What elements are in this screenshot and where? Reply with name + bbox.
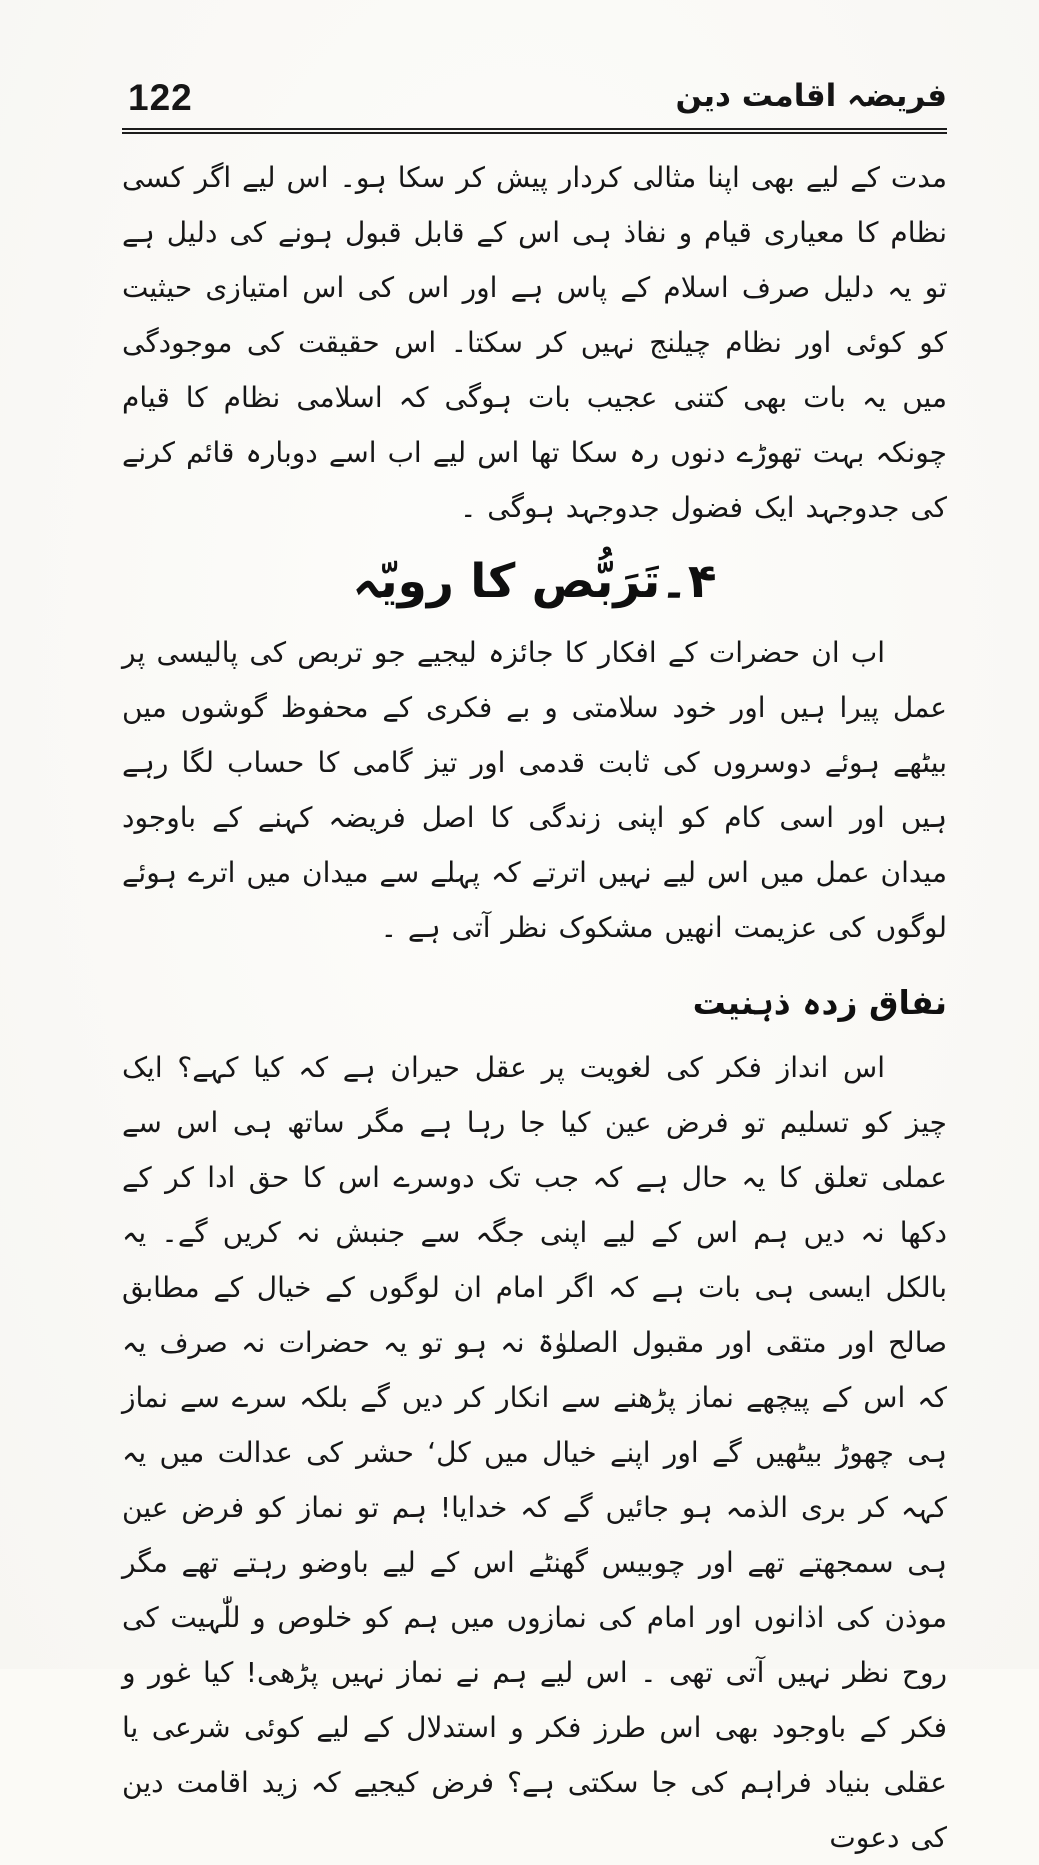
chapter-heading: ۴۔تَرَبُّص کا رویّہ	[352, 554, 717, 609]
page-number: 122	[128, 77, 193, 118]
paragraph: اس انداز فکر کی لغویت پر عقل حیران ہے کہ کیا کہے؟ ایک چیز کو تسلیم تو فرض عین کیا جا رہا ہے مگر ساتھ ہی اس سے عملی تعلق کا یہ حال ہے کہ جب تک دوسرے اس کا حق ادا کر کے دکھا نہ دیں ہم اس کے لیے اپنی جگہ سے جنبش نہ کریں گے۔ یہ بالکل ایسی ہی بات ہے کہ اگر امام ان لوگوں کے خیال کے مطابق صالح اور متقی اور مقبول الصلوٰۃ نہ ہو تو یہ حضرات نہ صرف یہ کہ اس کے پیچھے نماز پڑھنے سے انکار کر دیں گے بلکہ سرے سے نماز ہی چھوڑ بیٹھیں گے اور اپنے خیال میں کل‘ حشر کی عدالت میں یہ کہہ کر بری الذمہ ہو جائیں گے کہ خدایا! ہم تو نماز کو فرض عین ہی سمجھتے تھے اور چوبیس گھنٹے اس کے لیے باوضو رہتے تھے مگر موذن کی اذانوں اور امام کی نمازوں میں ہم کو خلوص و للّٰہیت کی روح نظر نہیں آتی تھی ۔ اس لیے ہم نے نماز نہیں پڑھی! کیا غور و فکر کے باوجود بھی اس طرز فکر و استدلال کے لیے کوئی شرعی یا عقلی بنیاد فراہم کی جا سکتی ہے؟ فرض کیجیے کہ زید اقامت دین کی دعوت	[122, 1050, 947, 1854]
running-header-title: فریضہ اقامت دین	[675, 77, 947, 114]
page-body	[122, 150, 947, 1865]
section-subheading: نفاق زدہ ذہنیت	[692, 982, 947, 1022]
header-divider-rule	[122, 128, 947, 134]
paragraph-continuation: مدت کے لیے بھی اپنا مثالی کردار پیش کر سکا ہو۔ اس لیے اگر کسی نظام کا معیاری قیام و نفاذ ہی اس کے قابل قبول ہونے کی دلیل ہے تو یہ دلیل صرف اسلام کے پاس ہے اور اس کی اس امتیازی حیثیت کو کوئی اور نظام چیلنج نہیں کر سکتا۔ اس حقیقت کی موجودگی میں یہ بات بھی کتنی عجیب بات ہوگی کہ اسلامی نظام کا قیام چونکہ بہت تھوڑے دنوں رہ سکا تھا اس لیے اب اسے دوبارہ قائم کرنے کی جدوجہد ایک فضول جدوجہد ہوگی ۔	[122, 161, 947, 524]
paragraph: اب ان حضرات کے افکار کا جائزہ لیجیے جو تربص کی پالیسی پر عمل پیرا ہیں اور خود سلامتی و بے فکری کے محفوظ گوشوں میں بیٹھے ہوئے دوسروں کی ثابت قدمی اور تیز گامی کا حساب لگا رہے ہیں اور اسی کام کو اپنی زندگی کا اصل فریضہ کہنے کے باوجود میدان عمل میں اس لیے نہیں اترتے کہ پہلے سے میدان میں اترے ہوئے لوگوں کی عزیمت انھیں مشکوک نظر آتی ہے ۔	[122, 635, 947, 944]
page-header	[122, 58, 947, 116]
